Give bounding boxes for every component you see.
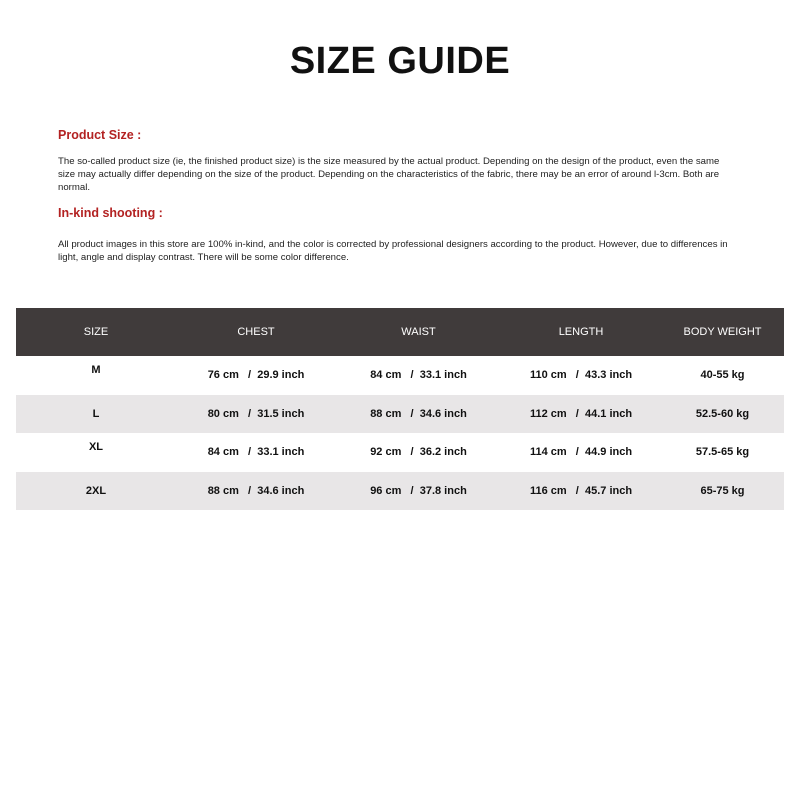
cell-waist: 88 cm / 34.6 inch <box>336 395 501 434</box>
size-table <box>16 308 784 510</box>
in-kind-shooting-text: All product images in this store are 100% in-kind, and the color is corrected by professional designers according to the product. However, due to differences in light, angle and display contrast. There will be some color difference. <box>58 239 728 263</box>
header-body-weight: BODY WEIGHT <box>661 308 784 356</box>
cell-length: 114 cm / 44.9 inch <box>501 433 661 472</box>
cell-waist: 96 cm / 37.8 inch <box>336 472 501 511</box>
cell-waist: 84 cm / 33.1 inch <box>336 356 501 395</box>
header-waist: WAIST <box>336 308 501 356</box>
table-row <box>16 395 784 434</box>
product-size-heading: Product Size : <box>58 128 142 142</box>
cell-chest: 88 cm / 34.6 inch <box>176 472 336 511</box>
header-length: LENGTH <box>501 308 661 356</box>
product-size-text: The so-called product size (ie, the finished product size) is the size measured by the actual product. Depending on the design of the product, even the same size may actually differ depending on the size of the product. Depending on the characteristics of the fabric, there may be an error of around l-3cm. Both are normal. <box>58 156 720 193</box>
cell-length: 112 cm / 44.1 inch <box>501 395 661 434</box>
cell-length: 110 cm / 43.3 inch <box>501 356 661 395</box>
table-row <box>16 472 784 511</box>
cell-chest: 76 cm / 29.9 inch <box>176 356 336 395</box>
cell-chest: 84 cm / 33.1 inch <box>176 433 336 472</box>
table-row <box>16 433 784 472</box>
in-kind-shooting-heading: In-kind shooting : <box>58 206 163 220</box>
cell-size: XL <box>16 433 176 472</box>
cell-body-weight: 52.5-60 kg <box>661 395 784 434</box>
cell-waist: 92 cm / 36.2 inch <box>336 433 501 472</box>
cell-length: 116 cm / 45.7 inch <box>501 472 661 511</box>
table-row <box>16 356 784 395</box>
page-title: SIZE GUIDE <box>289 40 511 82</box>
cell-body-weight: 40-55 kg <box>661 356 784 395</box>
cell-size: 2XL <box>16 472 176 511</box>
header-chest: CHEST <box>176 308 336 356</box>
cell-body-weight: 65-75 kg <box>661 472 784 511</box>
cell-size: M <box>16 356 176 395</box>
header-size: SIZE <box>16 308 176 356</box>
cell-body-weight: 57.5-65 kg <box>661 433 784 472</box>
cell-chest: 80 cm / 31.5 inch <box>176 395 336 434</box>
cell-size: L <box>16 395 176 434</box>
table-header-row <box>16 308 784 356</box>
